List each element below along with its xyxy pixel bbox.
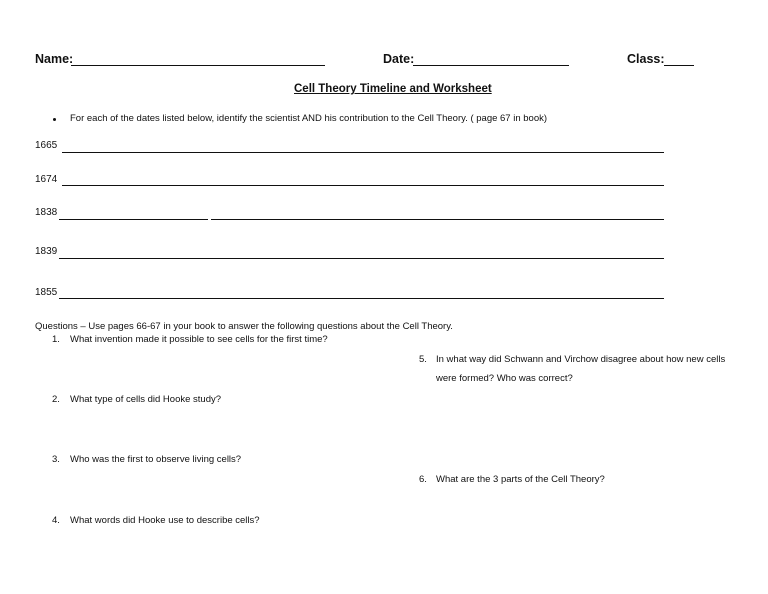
name-field-line[interactable] [71,65,325,66]
timeline-answer-line[interactable] [59,298,664,299]
timeline-answer-line[interactable] [59,258,664,259]
question-text: were formed? Who was correct? [436,373,573,384]
question-number: 5. [419,354,427,365]
timeline-answer-line[interactable] [62,152,664,153]
worksheet-title: Cell Theory Timeline and Worksheet [294,83,492,95]
question-text: In what way did Schwann and Virchow disagree about how new cells [436,354,726,365]
question-text: Who was the first to observe living cells? [70,454,242,465]
question-text: What words did Hooke use to describe cells? [70,515,260,526]
question-number: 3. [52,454,60,465]
timeline-answer-line[interactable] [62,185,664,186]
bullet-icon [53,118,56,121]
question-number: 2. [52,394,60,405]
question-text: What type of cells did Hooke study? [70,394,222,405]
date-label: Date: [383,52,415,66]
timeline-answer-line[interactable] [59,219,208,220]
question-number: 4. [52,515,60,526]
timeline-year: 1839 [35,246,58,257]
timeline-year: 1665 [35,140,58,151]
timeline-year: 1838 [35,207,58,218]
class-label: Class: [627,52,665,66]
question-text: What invention made it possible to see cells for the first time? [70,334,328,345]
question-number: 1. [52,334,60,345]
timeline-answer-line[interactable] [211,219,664,220]
questions-intro: Questions – Use pages 66-67 in your book to answer the following questions about the Cell Theory. [35,321,453,332]
question-number: 6. [419,474,427,485]
question-text: What are the 3 parts of the Cell Theory? [436,474,605,485]
timeline-year: 1674 [35,174,58,185]
name-label: Name: [35,52,74,66]
instruction-text: For each of the dates listed below, identify the scientist AND his contribution to the Cell Theory. ( page 67 in book) [70,113,548,124]
timeline-year: 1855 [35,287,58,298]
class-field-line[interactable] [664,65,694,66]
date-field-line[interactable] [413,65,569,66]
